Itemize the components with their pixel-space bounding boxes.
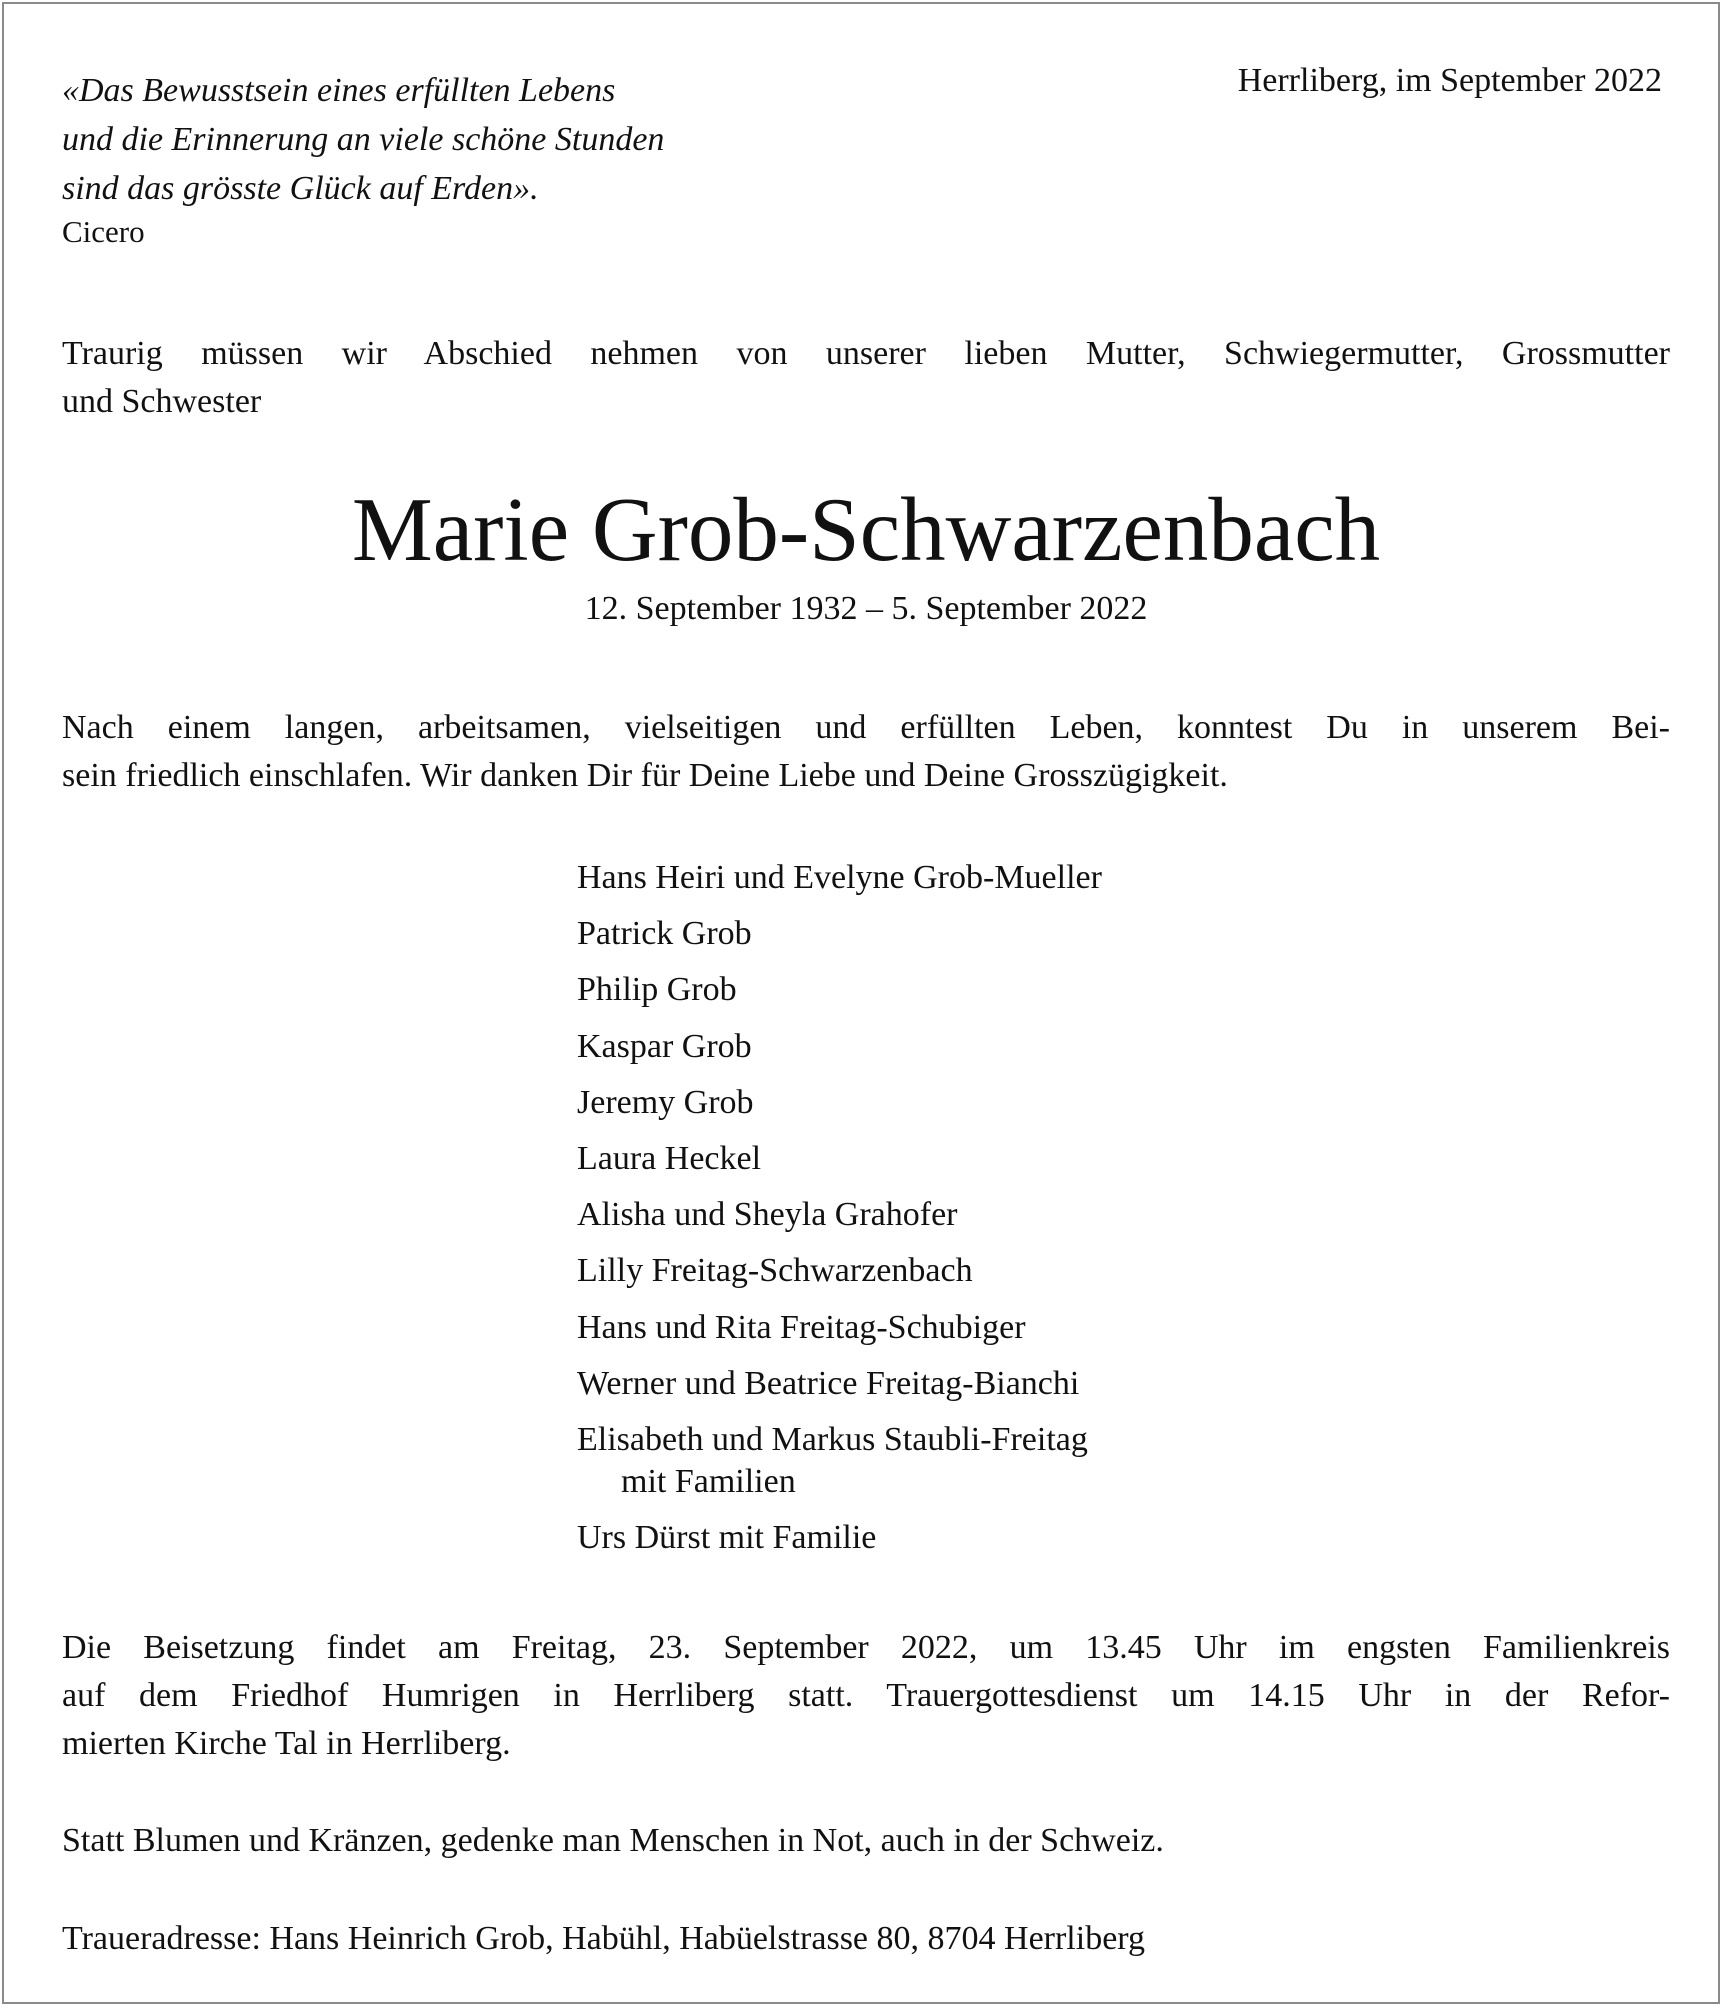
mourner: Hans und Rita Freitag-Schubiger bbox=[577, 1308, 1026, 1346]
burial-line: auf dem Friedhof Humrigen in Herrliberg statt. Trauergottesdienst um 14.15 Uhr in der Refor- bbox=[62, 1677, 1670, 1714]
message-line: sein friedlich einschlafen. Wir danken Dir für Deine Liebe und Deine Grosszügigkeit. bbox=[62, 757, 1228, 794]
mourning-address: Traueradresse: Hans Heinrich Grob, Habühl, Habüelstrasse 80, 8704 Herrliberg bbox=[62, 1920, 1146, 1957]
deceased-name: Marie Grob-Schwarzenbach bbox=[351, 479, 1381, 580]
mourner: Patrick Grob bbox=[577, 915, 752, 953]
burial-line: Die Beisetzung findet am Freitag, 23. September 2022, um 13.45 Uhr im engsten Familienkreis bbox=[62, 1629, 1670, 1666]
intro-line: und Schwester bbox=[62, 383, 262, 420]
mourner: Lilly Freitag-Schwarzenbach bbox=[577, 1252, 973, 1290]
mourner: Kaspar Grob bbox=[577, 1027, 752, 1065]
mourner: Urs Dürst mit Familie bbox=[577, 1519, 877, 1557]
place-date: Herrliberg, im September 2022 bbox=[1237, 62, 1662, 99]
mourner-continuation: mit Familien bbox=[621, 1463, 796, 1501]
life-dates: 12. September 1932 – 5. September 2022 bbox=[584, 590, 1148, 627]
intro-line: Traurig müssen wir Abschied nehmen von unserer lieben Mutter, Schwiegermutter, Grossmutter bbox=[62, 335, 1670, 372]
intro-text bbox=[62, 330, 1670, 426]
burial-line: mierten Kirche Tal in Herrliberg. bbox=[62, 1725, 511, 1762]
mourners-list bbox=[577, 850, 1102, 1567]
quote-line: und die Erinnerung an viele schöne Stunden bbox=[62, 121, 665, 158]
burial-notice bbox=[62, 1624, 1670, 1768]
mourner: Hans Heiri und Evelyne Grob-Mueller bbox=[577, 859, 1102, 896]
quote-author: Cicero bbox=[62, 214, 145, 249]
mourner: Laura Heckel bbox=[577, 1140, 762, 1178]
flowers-note: Statt Blumen und Kränzen, gedenke man Menschen in Not, auch in der Schweiz. bbox=[62, 1822, 1164, 1859]
mourner: Werner und Beatrice Freitag-Bianchi bbox=[577, 1364, 1080, 1402]
quote-line: sind das grösste Glück auf Erden». bbox=[62, 170, 539, 207]
mourner: Elisabeth und Markus Staubli-Freitag bbox=[577, 1421, 1088, 1459]
mourner: Philip Grob bbox=[577, 971, 737, 1009]
mourner: Jeremy Grob bbox=[577, 1083, 754, 1121]
epigraph-quote bbox=[62, 66, 822, 213]
quote-line: «Das Bewusstsein eines erfüllten Lebens bbox=[62, 72, 616, 109]
obituary-frame bbox=[2, 2, 1720, 2004]
farewell-message bbox=[62, 704, 1670, 800]
mourner: Alisha und Sheyla Grahofer bbox=[577, 1196, 958, 1234]
message-line: Nach einem langen, arbeitsamen, vielseitigen und erfüllten Leben, konntest Du in unserem Bei- bbox=[62, 709, 1670, 746]
